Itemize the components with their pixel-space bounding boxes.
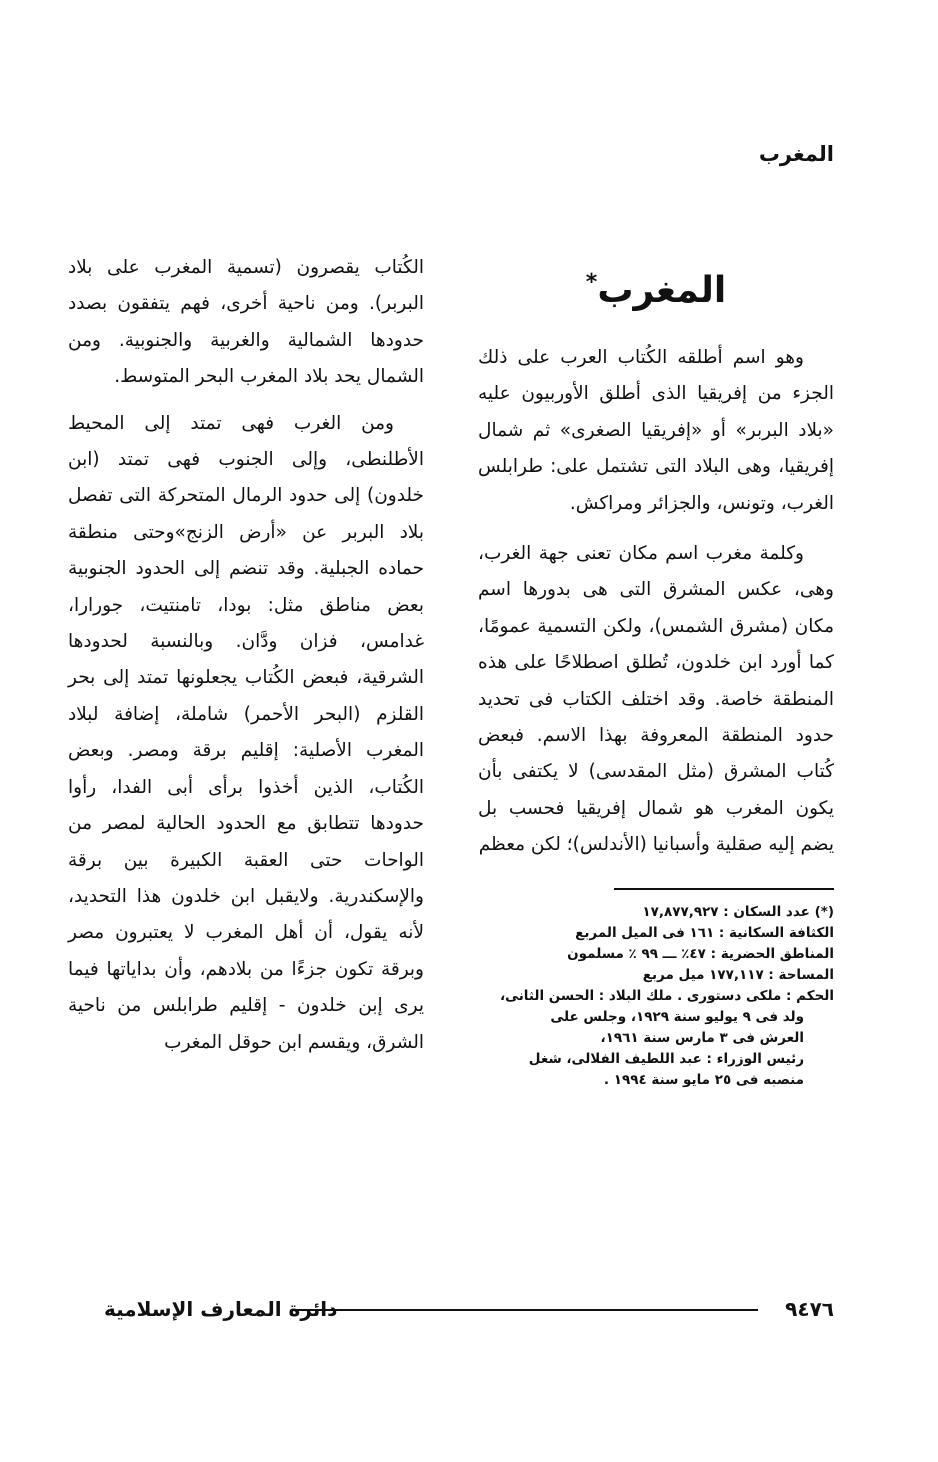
footnote-line: العرش فى ٣ مارس سنة ١٩٦١، <box>600 1029 804 1046</box>
journal-title: دائرة المعارف الإسلامية <box>104 1297 338 1321</box>
footnote-line: ولد فى ٩ يوليو سنة ١٩٢٩، وجلس على <box>550 1008 804 1025</box>
page-number: ٩٤٧٦ <box>785 1297 834 1321</box>
footnote-line: الكثافة السكانية : ١٦١ فى الميل المربع <box>575 924 834 941</box>
footer-rule <box>294 1309 758 1311</box>
paragraph: وهو اسم أطلقه الكُتاب العرب على ذلك الجزء من إفريقيا الذى أطلق الأوربيون عليه «بلاد البربر» أو «إفريقيا الصغرى» ثم شمال إفريقيا، وهى البلاد التى تشتمل على: طرابلس الغرب، وتونس، والجزائر ومراكش. <box>478 347 834 514</box>
footnote-rule <box>614 888 834 890</box>
right-column <box>478 250 834 1091</box>
paragraph: الكُتاب يقصرون (تسمية المغرب على بلاد البربر). ومن ناحية أخرى، فهم يتفقون بصدد حدودها الشمالية والغربية والجنوبية. ومن الشمال يحد بلاد المغرب البحر المتوسط. <box>68 257 424 388</box>
footnote-line: المناطق الحضرية : ٤٧٪ ـــ ٩٩ ٪ مسلمون <box>567 945 834 962</box>
running-head: المغرب <box>758 142 834 166</box>
paragraph: وكلمة مغرب اسم مكان تعنى جهة الغرب، وهى، عكس المشرق التى هى بدورها اسم مكان (مشرق الشمس)، ولكن التسمية عمومًا، كما أورد ابن خلدون، تُطلق اصطلاحًا على هذه المنطقة خاصة. وقد اختلف الكتاب فى تحديد حدود المنطقة المعروفة بهذا الاسم. فبعض كُتاب المشرق (مثل المقدسى) لا يكتفى بأن يكون المغرب هو شمال إفريقيا فحسب بل يضم إليه صقلية وأسبانيا (الأندلس)؛ لكن معظم <box>478 543 834 856</box>
footnote-line: المساحة : ١٧٧,١١٧ ميل مربع <box>642 966 834 983</box>
footnote-marker: * <box>585 270 598 295</box>
footnote-line: رئيس الوزراء : عبد اللطيف الفلالى، شغل <box>528 1050 804 1067</box>
footnote-line: (*) عدد السكان : ١٧,٨٧٧,٩٢٧ <box>642 903 834 920</box>
page-footer <box>104 1294 834 1324</box>
footnote-line: منصبه فى ٢٥ مايو سنة ١٩٩٤ . <box>603 1071 804 1088</box>
article-title-text: المغرب <box>597 270 727 311</box>
article-title <box>478 256 834 318</box>
footnote-line: الحكم : ملكى دستورى . ملك البلاد : الحسن الثانى، <box>499 987 834 1004</box>
left-column <box>68 250 424 1071</box>
footnote <box>478 902 834 1091</box>
paragraph: ومن الغرب فهى تمتد إلى المحيط الأطلنطى، وإلى الجنوب فهى تمتد (ابن خلدون) إلى حدود الرمال المتحركة التى تفصل بلاد البربر عن «أرض الزنج»وحتى منطقة حماده الجبلية. وقد تنضم إلى الحدود الجنوبية بعض مناطق مثل: بودا، تامنتيت، جورارا، غدامس، فزان ودَّان. وبالنسبة لحدودها الشرقية، فبعض الكُتاب يجعلونها تمتد إلى بحر القلزم (البحر الأحمر) شاملة، إضافة لبلاد المغرب الأصلية: إقليم برقة ومصر. وبعض الكُتاب، الذين أخذوا برأى أبى الفدا، رأوا حدودها تتطابق مع الحدود الحالية لمصر من الواحات حتى العقبة الكبيرة بين برقة والإسكندرية. ولايقبل ابن خلدون هذا التحديد، لأنه يقول، أن أهل المغرب لا يعتبرون مصر وبرقة تكون جزءًا من بلادهم، وأن بداياتها فيما يرى إبن خلدون - إقليم طرابلس من ناحية الشرق، ويقسم ابن حوقل المغرب <box>68 412 424 1053</box>
